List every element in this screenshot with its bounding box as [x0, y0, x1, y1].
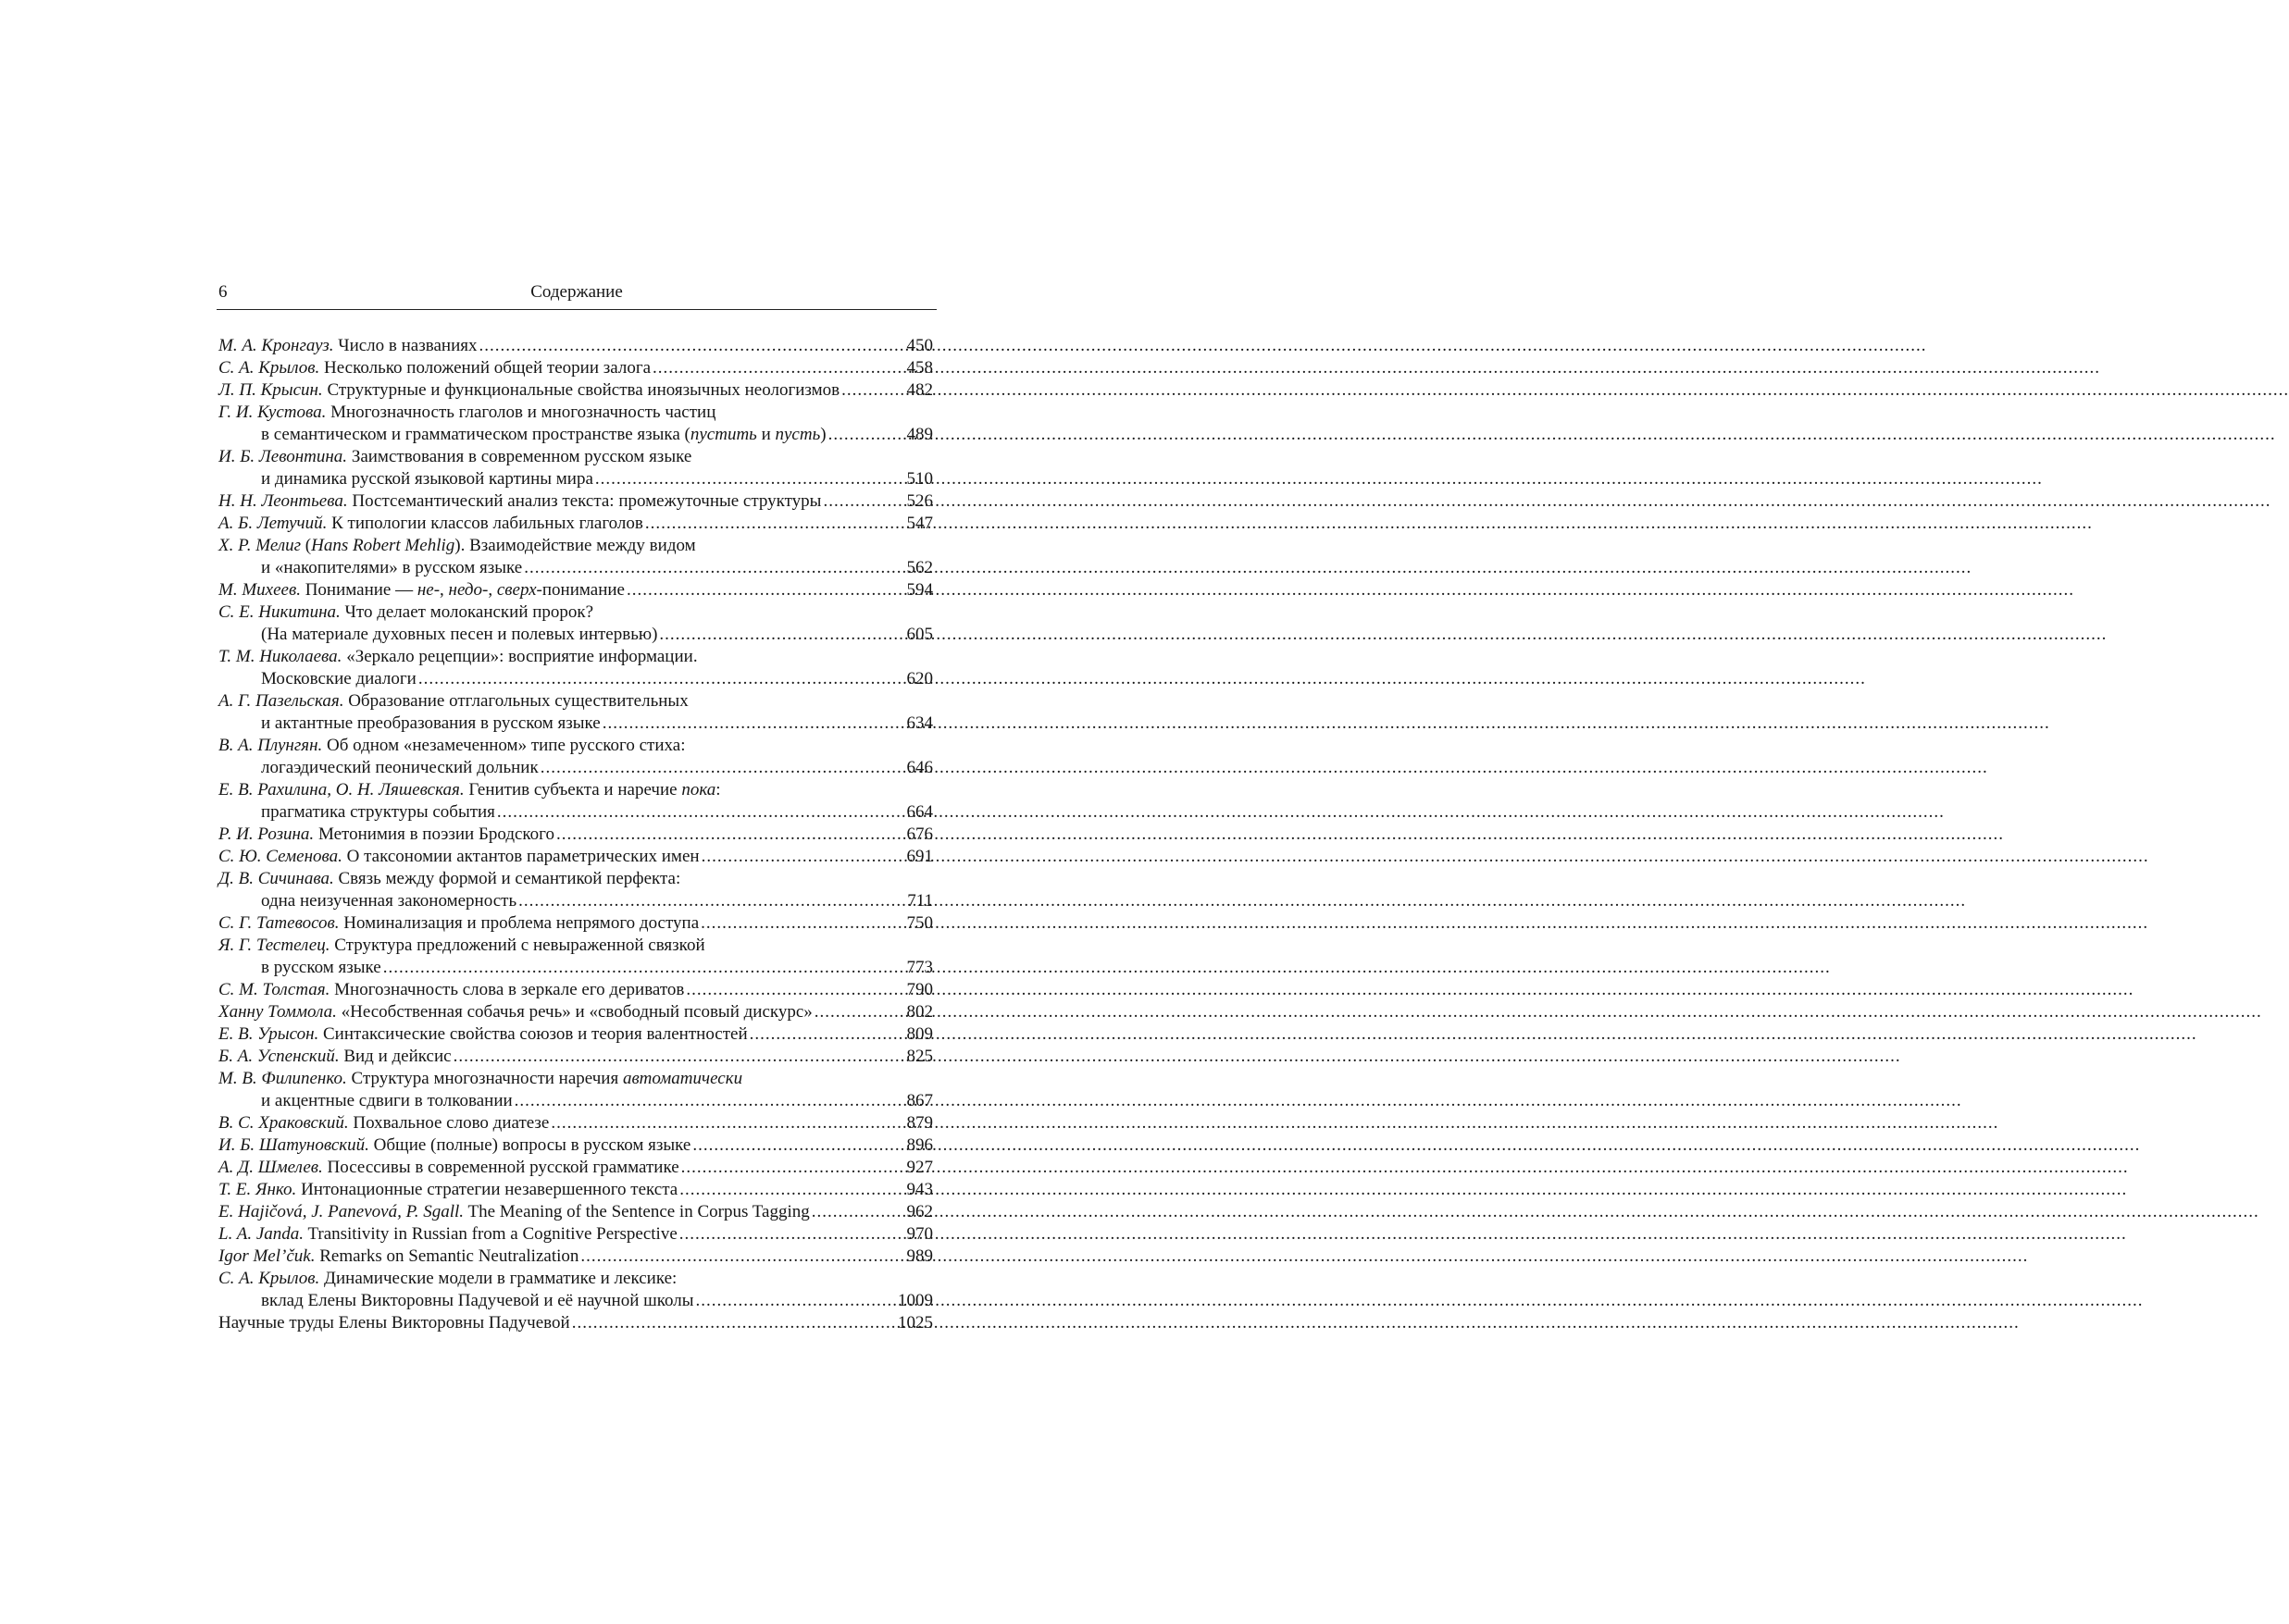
toc-entry-line[interactable]	[218, 513, 933, 535]
toc-title-part: О таксономии актантов параметрических имен	[346, 847, 700, 866]
toc-entry-line[interactable]	[218, 1201, 933, 1223]
toc-author: Х. Р. Мелиг	[218, 536, 302, 555]
toc-title-part: Об одном «незамеченном» типе русского стиха:	[327, 736, 686, 755]
dot-leader	[827, 424, 905, 446]
toc-entry-line[interactable]	[218, 912, 933, 935]
toc-page-number: 927	[906, 1158, 933, 1177]
toc-title	[342, 1002, 813, 1022]
toc-page-number: 750	[906, 913, 933, 933]
toc-entry-line[interactable]	[218, 1290, 933, 1312]
toc-entry-text	[218, 979, 684, 1001]
toc-entry-line[interactable]	[218, 402, 933, 424]
toc-title-part: К типологии классов лабильных глаголов	[331, 514, 643, 533]
toc-title-part: и «накопителями» в русском языке	[261, 558, 523, 577]
toc-title	[331, 514, 643, 533]
toc-title-part: Понимание —	[305, 580, 417, 600]
toc-entry-line[interactable]	[218, 335, 933, 357]
toc-title-part: ,	[440, 580, 449, 600]
toc-title-part: логаэдический пеонический дольник	[261, 758, 539, 777]
toc-title-part: :	[715, 780, 721, 800]
toc-author: В. А. Плунгян.	[218, 736, 323, 755]
toc-entry-line[interactable]	[218, 379, 933, 402]
dot-leader	[643, 513, 905, 535]
toc-author: Н. Н. Леонтьева.	[218, 491, 348, 511]
running-title: Содержание	[530, 282, 623, 302]
dot-leader	[684, 979, 904, 1001]
dot-leader	[699, 912, 904, 935]
toc-page-number: 970	[906, 1224, 933, 1244]
toc-title	[327, 380, 840, 400]
toc-title-part: и динамика русской языковой картины мира	[261, 469, 593, 489]
toc-page-number: 594	[906, 580, 933, 600]
toc-entry-text	[218, 1246, 578, 1268]
toc-entry-line[interactable]	[218, 468, 933, 490]
toc-entry-text	[218, 1268, 677, 1290]
toc-title-part: Заимствования в современном русском языке	[351, 447, 692, 466]
toc-page-number: 450	[906, 336, 933, 355]
toc-author: Б. А. Успенский.	[218, 1047, 340, 1066]
toc-entry-text	[218, 1068, 742, 1090]
toc-title	[218, 1313, 570, 1333]
toc-title-part: Структурные и функциональные свойства иноязычных неологизмов	[327, 380, 840, 400]
toc-author: Л. П. Крысин.	[218, 380, 323, 400]
dot-leader	[570, 1312, 896, 1334]
toc-author: Igor Mel’čuk.	[218, 1246, 316, 1266]
page-header	[217, 281, 937, 310]
toc-entry-text	[218, 846, 700, 868]
toc-entry-text	[218, 1201, 810, 1223]
toc-page-number: 1025	[898, 1313, 933, 1333]
dot-leader	[679, 1157, 905, 1179]
dot-leader	[549, 1112, 904, 1134]
toc-author: С. Е. Никитина.	[218, 602, 341, 622]
toc-entry-text	[218, 646, 698, 668]
toc-entry-text	[218, 490, 821, 513]
toc-title-part: Общие (полные) вопросы в русском языке	[373, 1135, 691, 1155]
toc-author: В. С. Храковский.	[218, 1113, 349, 1133]
toc-title-part: Посессивы в современной русской грамматике	[327, 1158, 679, 1177]
toc-entry-line[interactable]	[218, 1179, 933, 1201]
toc-title-part: (На материале духовных песен и полевых интервью)	[261, 625, 658, 644]
toc-title-part: Образование отглагольных существительных	[348, 691, 689, 711]
toc-page-number: 1009	[898, 1291, 933, 1310]
toc-page-number: 943	[906, 1180, 933, 1199]
toc-title-part: Структура предложений с невыраженной связкой	[334, 936, 705, 955]
toc-entry-text	[261, 468, 593, 490]
toc-author: А. Б. Летучий.	[218, 514, 328, 533]
toc-title	[467, 1202, 809, 1221]
toc-title	[338, 869, 680, 888]
toc-page-number: 562	[906, 558, 933, 577]
toc-page-number: 664	[906, 802, 933, 822]
toc-page-number: 676	[906, 824, 933, 844]
dot-leader	[593, 468, 905, 490]
toc-entry-line[interactable]	[218, 668, 933, 690]
toc-page-number: 605	[906, 625, 933, 644]
toc-entry-text	[218, 1023, 748, 1046]
toc-title-part: и акцентные сдвиги в толковании	[261, 1091, 513, 1110]
toc-title-part: Синтаксические свойства союзов и теория валентностей	[323, 1024, 748, 1044]
toc-title	[261, 1291, 694, 1310]
dot-leader	[651, 357, 904, 379]
toc-entry-text	[218, 357, 651, 379]
toc-page-number: 526	[906, 491, 933, 511]
toc-title-italic: автоматически	[622, 1069, 743, 1088]
dot-leader	[748, 1023, 905, 1046]
toc-page-number: 773	[906, 958, 933, 977]
table-of-contents	[218, 335, 933, 1334]
toc-title-part: Что делает молоканский пророк?	[344, 602, 594, 622]
toc-entry-line[interactable]	[218, 1246, 933, 1268]
toc-title-part: Вид и дейксис	[343, 1047, 452, 1066]
toc-title	[261, 758, 539, 777]
toc-title	[348, 691, 689, 711]
toc-title	[346, 647, 697, 666]
toc-entry-text	[218, 379, 840, 402]
toc-page-number: 547	[906, 514, 933, 533]
toc-title	[261, 558, 522, 577]
dot-leader	[381, 957, 905, 979]
toc-author: Г. И. Кустова.	[218, 403, 327, 422]
toc-title-italic: пусть	[775, 425, 821, 444]
toc-title	[468, 780, 720, 800]
toc-title-part: Несколько положений общей теории залога	[324, 358, 652, 378]
toc-title-part: Многозначность глаголов и многозначность частиц	[330, 403, 716, 422]
dot-leader	[625, 579, 905, 601]
toc-entry-text	[261, 1290, 694, 1312]
toc-entry-line[interactable]	[218, 890, 933, 912]
toc-entry-text	[218, 912, 699, 935]
toc-entry-text	[261, 624, 657, 646]
toc-title	[343, 1047, 451, 1066]
toc-title	[334, 936, 704, 955]
toc-title-part: Интонационные стратегии незавершенного текста	[301, 1180, 678, 1199]
toc-author: М. Михеев.	[218, 580, 301, 600]
toc-author: Ханну Томмола.	[218, 1002, 337, 1022]
toc-entry-text	[218, 1112, 549, 1134]
toc-entry-text	[218, 735, 685, 757]
toc-entry-text	[218, 535, 696, 557]
toc-title	[328, 1158, 679, 1177]
dot-leader	[690, 1134, 904, 1157]
toc-entry-text	[218, 690, 689, 713]
toc-page-number: 879	[906, 1113, 933, 1133]
toc-page-number: 634	[906, 713, 933, 733]
toc-entry-text	[218, 1001, 813, 1023]
toc-entry-text	[261, 757, 539, 779]
dot-leader	[821, 490, 904, 513]
toc-title-part: в семантическом и грамматическом пространстве языка (	[261, 425, 690, 444]
toc-title-part: (	[305, 536, 312, 555]
toc-author: Т. Е. Янко.	[218, 1180, 297, 1199]
toc-entry-line[interactable]	[218, 1090, 933, 1112]
toc-entry-text	[218, 335, 477, 357]
toc-entry-text	[218, 1134, 690, 1157]
toc-title-part: Связь между формой и семантикой перфекта:	[338, 869, 681, 888]
toc-title-part: Число в названиях	[338, 336, 478, 355]
toc-title-part: Многозначность слова в зеркале его дериватов	[334, 980, 685, 999]
toc-title-part: )	[820, 425, 827, 444]
toc-title-part: одна неизученная закономерность	[261, 891, 517, 911]
toc-entry-text	[218, 446, 691, 468]
toc-entry-line[interactable]	[218, 1001, 933, 1023]
toc-title-part: вклад Елены Викторовны Падучевой и её научной школы	[261, 1291, 694, 1310]
toc-entry-line[interactable]	[218, 801, 933, 824]
toc-entry-line[interactable]	[218, 624, 933, 646]
toc-author: С. А. Крылов.	[218, 1269, 320, 1288]
toc-entry-line[interactable]	[218, 1312, 933, 1334]
toc-title-part: Постсемантический анализ текста: промежуточные структуры	[352, 491, 822, 511]
dot-leader	[657, 624, 904, 646]
toc-page-number: 962	[906, 1202, 933, 1221]
toc-title	[261, 469, 593, 489]
toc-title	[334, 980, 684, 999]
toc-title-part: Похвальное слово диатезе	[353, 1113, 550, 1133]
toc-page-number: 691	[906, 847, 933, 866]
toc-title	[261, 625, 657, 644]
toc-title	[261, 425, 827, 444]
toc-title	[261, 802, 495, 822]
toc-entry-line[interactable]	[218, 357, 933, 379]
toc-entry-text	[261, 801, 495, 824]
dot-leader	[452, 1046, 905, 1068]
dot-leader	[700, 846, 905, 868]
toc-title	[318, 824, 554, 844]
toc-page-number: 711	[907, 891, 933, 911]
toc-title-part: «Зеркало рецепции»: восприятие информации.	[346, 647, 698, 666]
toc-entry-text	[218, 1179, 678, 1201]
toc-author: Р. И. Розина.	[218, 824, 315, 844]
dot-leader	[522, 557, 904, 579]
toc-page-number: 809	[906, 1024, 933, 1044]
toc-page-number: 896	[906, 1135, 933, 1155]
toc-author: С. Г. Татевосов.	[218, 913, 340, 933]
toc-entry-text	[261, 713, 601, 735]
toc-title-part: Transitivity in Russian from a Cognitive Perspective	[307, 1224, 678, 1244]
toc-entry-line[interactable]	[218, 1134, 933, 1157]
toc-title	[261, 669, 417, 688]
toc-title	[352, 491, 821, 511]
toc-author: L. A. Janda.	[218, 1224, 305, 1244]
toc-entry-line[interactable]	[218, 424, 933, 446]
dot-leader	[477, 335, 904, 357]
toc-page-number: 458	[906, 358, 933, 378]
toc-page-number: 825	[906, 1047, 933, 1066]
toc-entry-line[interactable]	[218, 579, 933, 601]
toc-title-part: Структура многозначности наречия	[351, 1069, 623, 1088]
toc-page-number: 790	[906, 980, 933, 999]
dot-leader	[539, 757, 905, 779]
toc-title	[345, 602, 594, 622]
toc-entry-text	[261, 1090, 513, 1112]
toc-entry-line[interactable]	[218, 735, 933, 757]
toc-entry-line[interactable]	[218, 957, 933, 979]
toc-entry-line[interactable]	[218, 824, 933, 846]
toc-page-number: 989	[906, 1246, 933, 1266]
toc-title-italic: сверх	[496, 580, 537, 600]
toc-entry-line[interactable]	[218, 757, 933, 779]
dot-leader	[417, 668, 905, 690]
toc-title-italic: Hans Robert Mehlig	[311, 536, 455, 555]
toc-entry-text	[261, 668, 417, 690]
toc-entry-text	[218, 779, 721, 801]
toc-entry-text	[218, 824, 554, 846]
toc-title-italic: пока	[681, 780, 716, 800]
toc-title	[307, 1224, 677, 1244]
toc-title	[330, 403, 715, 422]
dot-leader	[813, 1001, 905, 1023]
toc-entry-text	[218, 1046, 452, 1068]
toc-title	[347, 847, 700, 866]
toc-entry-text	[218, 601, 593, 624]
toc-entry-line[interactable]	[218, 868, 933, 890]
toc-title	[374, 1135, 691, 1155]
dot-leader	[495, 801, 905, 824]
toc-title-part: и актантные преобразования в русском языке	[261, 713, 601, 733]
toc-title	[261, 713, 601, 733]
toc-author: Е. В. Урысон.	[218, 1024, 319, 1044]
dot-leader	[554, 824, 905, 846]
toc-author: А. Г. Пазельская.	[218, 691, 344, 711]
toc-entry-text	[218, 868, 680, 890]
toc-title	[323, 1024, 748, 1044]
dot-leader	[678, 1223, 905, 1246]
toc-entry-line[interactable]	[218, 1068, 933, 1090]
toc-title	[261, 958, 381, 977]
toc-entry-text	[218, 1312, 570, 1334]
toc-title-italic: не-	[417, 580, 441, 600]
toc-entry-line[interactable]	[218, 713, 933, 735]
toc-author: Я. Г. Тестелец.	[218, 936, 330, 955]
toc-entry-line[interactable]	[218, 490, 933, 513]
toc-author: Е. В. Рахилина, О. Н. Ляшевская.	[218, 780, 465, 800]
dot-leader	[678, 1179, 904, 1201]
toc-page-number: 620	[906, 669, 933, 688]
toc-title	[327, 736, 685, 755]
toc-title-part: в русском языке	[261, 958, 381, 977]
toc-title	[343, 913, 699, 933]
toc-title	[305, 536, 696, 555]
toc-title-part: и	[756, 425, 776, 444]
dot-leader	[694, 1290, 896, 1312]
toc-author: Д. В. Сичинава.	[218, 869, 334, 888]
toc-entry-line[interactable]	[218, 1268, 933, 1290]
toc-entry-line[interactable]	[218, 1112, 933, 1134]
toc-entry-line[interactable]	[218, 846, 933, 868]
toc-entry-text	[261, 890, 516, 912]
toc-author: И. Б. Шатуновский.	[218, 1135, 369, 1155]
toc-entry-text	[218, 402, 715, 424]
toc-author: И. Б. Левонтина.	[218, 447, 348, 466]
toc-entry-line[interactable]	[218, 779, 933, 801]
toc-title-italic: недо-	[448, 580, 489, 600]
toc-author: А. Д. Шмелев.	[218, 1158, 323, 1177]
toc-title-italic: пустить	[690, 425, 757, 444]
toc-entry-line[interactable]	[218, 1046, 933, 1068]
toc-author: М. В. Филипенко.	[218, 1069, 347, 1088]
toc-title-part: Метонимия в поэзии Бродского	[317, 824, 554, 844]
page-number: 6	[218, 282, 228, 302]
toc-title	[338, 336, 477, 355]
toc-entry-line[interactable]	[218, 446, 933, 468]
toc-author: С. М. Толстая.	[218, 980, 330, 999]
toc-title	[261, 1091, 513, 1110]
toc-entry-text	[218, 1223, 678, 1246]
toc-title	[305, 580, 625, 600]
toc-title	[324, 1269, 677, 1288]
toc-title-part: Генитив субъекта и наречие	[468, 780, 682, 800]
dot-leader	[810, 1201, 905, 1223]
toc-title	[324, 358, 651, 378]
toc-title-part: Remarks on Semantic Neutralization	[319, 1246, 579, 1266]
toc-entry-line[interactable]	[218, 935, 933, 957]
toc-entry-line[interactable]	[218, 1157, 933, 1179]
toc-entry-line[interactable]	[218, 557, 933, 579]
toc-title-part: ,	[488, 580, 497, 600]
toc-title-part: прагматика структуры события	[261, 802, 495, 822]
dot-leader	[513, 1090, 905, 1112]
toc-page-number: 510	[906, 469, 933, 489]
toc-author: М. А. Кронгауз.	[218, 336, 334, 355]
toc-title-part: -понимание	[536, 580, 625, 600]
dot-leader	[578, 1246, 904, 1268]
toc-page-number: 867	[906, 1091, 933, 1110]
toc-title-part: Динамические модели в грамматике и лексике:	[324, 1269, 678, 1288]
toc-title-part: ). Взаимодействие между видом	[454, 536, 696, 555]
toc-page-number: 489	[906, 425, 933, 444]
toc-title-part: The Meaning of the Sentence in Corpus Tagging	[467, 1202, 810, 1221]
toc-entry-text	[261, 424, 827, 446]
toc-entry-text	[218, 1157, 679, 1179]
toc-author: E. Hajičová, J. Panevová, P. Sgall.	[218, 1202, 465, 1221]
toc-entry-text	[218, 935, 705, 957]
toc-title	[261, 891, 516, 911]
toc-title-part: Номинализация и проблема непрямого доступа	[343, 913, 700, 933]
toc-page-number: 802	[906, 1002, 933, 1022]
dot-leader	[516, 890, 905, 912]
toc-entry-line[interactable]	[218, 690, 933, 713]
toc-page-number: 646	[906, 758, 933, 777]
toc-title-part: Московские диалоги	[261, 669, 417, 688]
toc-title	[353, 1113, 549, 1133]
toc-entry-text	[218, 579, 625, 601]
toc-title-part: Научные труды Елены Викторовны Падучевой	[218, 1313, 570, 1333]
toc-entry-text	[261, 957, 381, 979]
toc-entry-line[interactable]	[218, 1223, 933, 1246]
toc-entry-line[interactable]	[218, 535, 933, 557]
toc-title	[352, 1069, 743, 1088]
toc-author: С. Ю. Семенова.	[218, 847, 342, 866]
toc-entry-line[interactable]	[218, 646, 933, 668]
toc-author: С. А. Крылов.	[218, 358, 320, 378]
toc-title	[301, 1180, 678, 1199]
dot-leader	[601, 713, 905, 735]
toc-entry-line[interactable]	[218, 1023, 933, 1046]
toc-title	[319, 1246, 578, 1266]
toc-author: Т. М. Николаева.	[218, 647, 342, 666]
toc-entry-line[interactable]	[218, 979, 933, 1001]
toc-entry-text	[218, 513, 643, 535]
dot-leader	[840, 379, 904, 402]
toc-entry-line[interactable]	[218, 601, 933, 624]
toc-title-part: «Несобственная собачья речь» и «свободный псовый дискурс»	[341, 1002, 813, 1022]
toc-title	[352, 447, 691, 466]
toc-entry-text	[261, 557, 522, 579]
toc-page-number: 482	[906, 380, 933, 400]
